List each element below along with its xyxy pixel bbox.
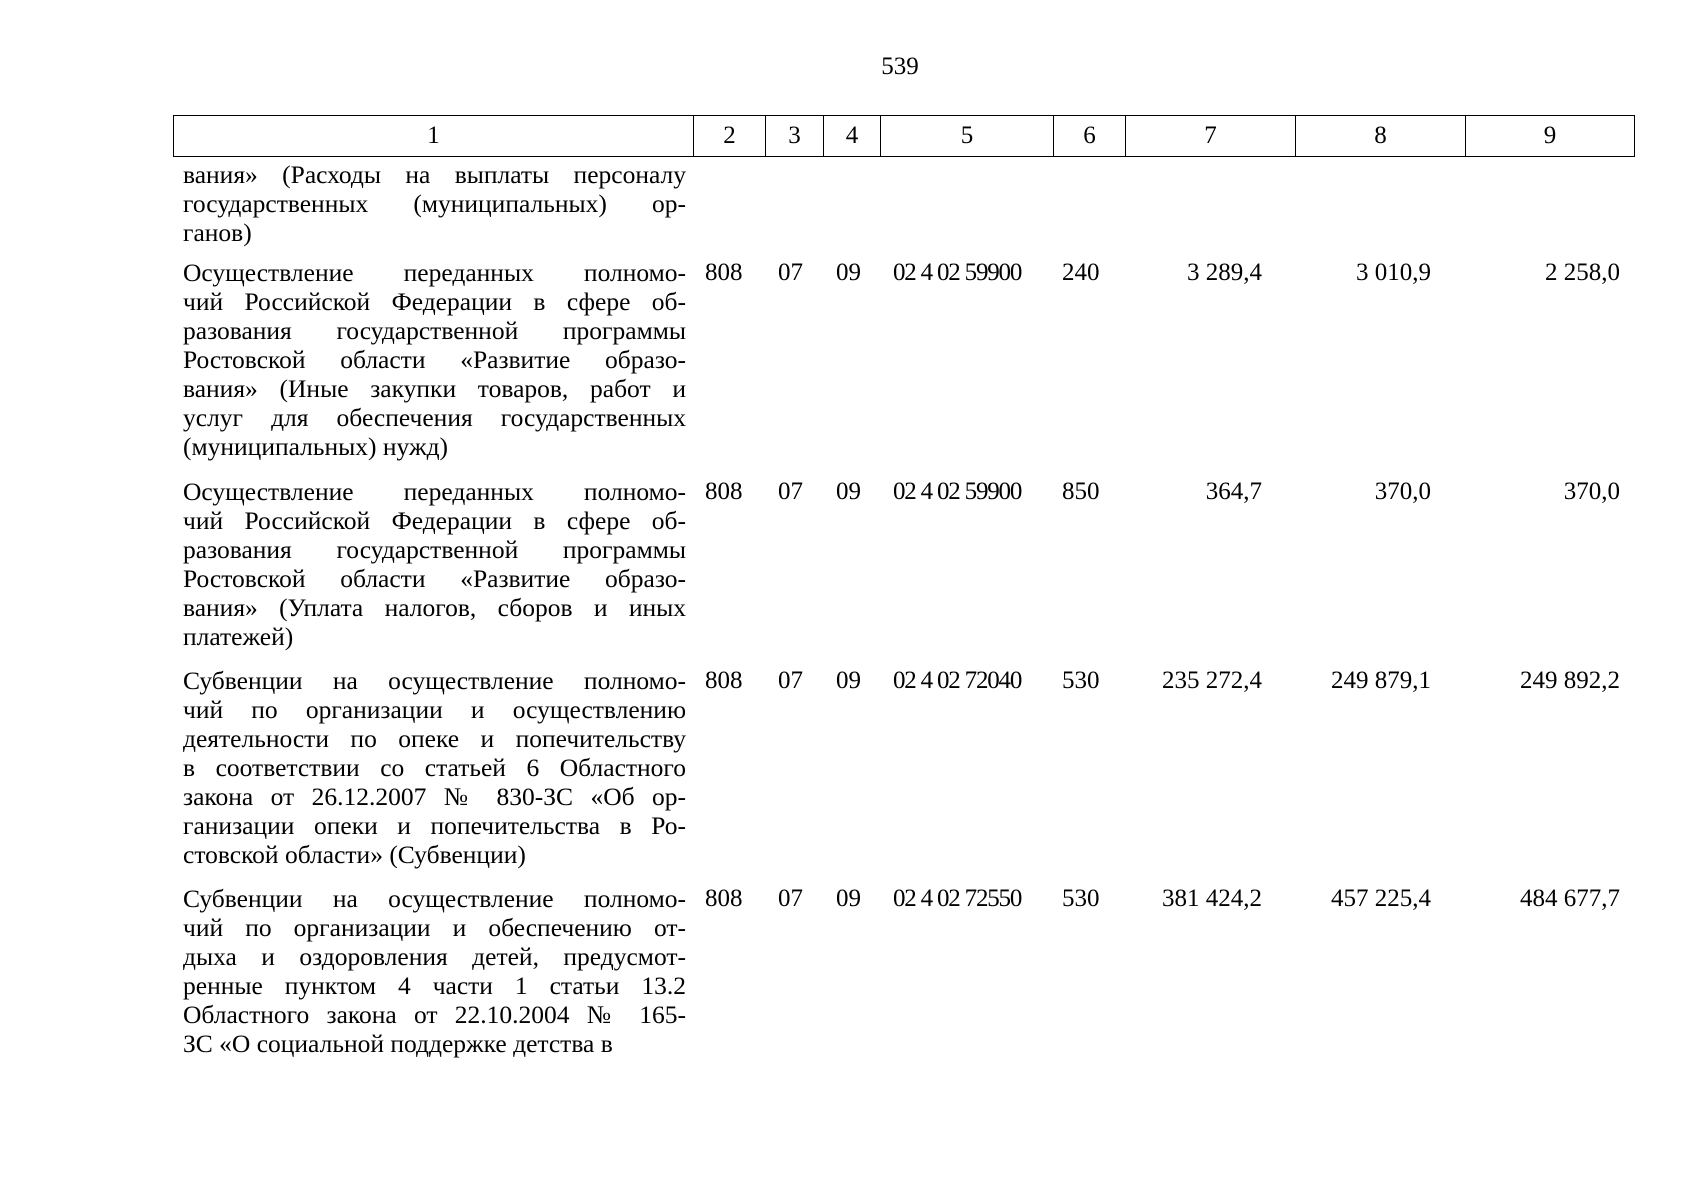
description-line: разования государственной программы (183, 316, 686, 345)
header-col-8: 8 (1296, 116, 1466, 156)
description-line: Ростовской области «Развитие образо- (183, 345, 686, 374)
row-value-c6: 240 (1062, 259, 1100, 286)
description-line: ганизации опеки и попечительства в Ро- (183, 811, 686, 840)
row-value-c8: 370,0 (1374, 478, 1431, 505)
description-line: Осуществление переданных полномо- (183, 477, 686, 506)
row-value-c3: 07 (778, 667, 803, 694)
row-value-c9: 484 677,7 (1520, 885, 1620, 912)
row-value-c7: 364,7 (1205, 478, 1262, 505)
row-value-c8: 3 010,9 (1356, 259, 1431, 286)
header-col-1: 1 (174, 116, 694, 156)
row-value-c6: 530 (1062, 667, 1100, 694)
row-value-c2: 808 (705, 885, 743, 912)
row-value-c8: 457 225,4 (1331, 885, 1431, 912)
row-value-c7: 3 289,4 (1187, 259, 1262, 286)
row-value-c5: 02 4 02 72550 (893, 885, 1022, 912)
description-line: ганов) (183, 218, 252, 247)
row-value-c5: 02 4 02 72040 (893, 667, 1022, 694)
description-line: Субвенции на осуществление полномо- (183, 884, 686, 913)
description-line: в соответствии со статьей 6 Областного (183, 753, 686, 782)
page-number: 539 (881, 53, 919, 80)
header-col-2: 2 (694, 116, 766, 156)
description-line: вания» (Иные закупки товаров, работ и (183, 374, 686, 403)
row-value-c9: 249 892,2 (1520, 667, 1620, 694)
description-line: деятельности по опеке и попечительству (183, 724, 686, 753)
row-description (183, 258, 686, 461)
header-col-3: 3 (766, 116, 824, 156)
row-description (183, 477, 686, 651)
row-value-c2: 808 (705, 478, 743, 505)
row-value-c9: 2 258,0 (1545, 259, 1620, 286)
description-line: разования государственной программы (183, 535, 686, 564)
row-value-c7: 381 424,2 (1162, 885, 1262, 912)
row-value-c6: 530 (1062, 885, 1100, 912)
row-value-c2: 808 (705, 259, 743, 286)
table-header-row (173, 115, 1635, 157)
header-col-7: 7 (1126, 116, 1296, 156)
description-line: услуг для обеспечения государственных (183, 403, 686, 432)
description-line: вания» (Расходы на выплаты персоналу (183, 160, 686, 189)
description-line: чий по организации и обеспечению от- (183, 913, 686, 942)
description-line: Субвенции на осуществление полномо- (183, 666, 686, 695)
row-description (183, 666, 686, 869)
row-value-c4: 09 (836, 478, 861, 505)
description-line: стовской области» (Субвенции) (183, 840, 526, 869)
description-line: чий по организации и осуществлению (183, 695, 686, 724)
row-value-c5: 02 4 02 59900 (893, 478, 1022, 505)
description-line: вания» (Уплата налогов, сборов и иных (183, 593, 686, 622)
row-value-c4: 09 (836, 885, 861, 912)
header-col-4: 4 (824, 116, 881, 156)
row-value-c7: 235 272,4 (1162, 667, 1262, 694)
header-col-9: 9 (1543, 122, 1557, 149)
row-value-c8: 249 879,1 (1331, 667, 1431, 694)
description-line: ЗС «О социальной поддержке детства в (183, 1029, 613, 1058)
row-description (183, 160, 686, 247)
description-line: платежей) (183, 622, 294, 651)
description-line: дыха и оздоровления детей, предусмот- (183, 942, 686, 971)
row-value-c4: 09 (836, 667, 861, 694)
row-description (183, 884, 686, 1058)
row-value-c2: 808 (705, 667, 743, 694)
description-line: чий Российской Федерации в сфере об- (183, 506, 686, 535)
description-line: чий Российской Федерации в сфере об- (183, 287, 686, 316)
description-line: ренные пунктом 4 части 1 статьи 13.2 (183, 971, 686, 1000)
row-value-c4: 09 (836, 259, 861, 286)
row-value-c9: 370,0 (1563, 478, 1620, 505)
description-line: государственных (муниципальных) ор- (183, 189, 686, 218)
row-value-c5: 02 4 02 59900 (893, 259, 1022, 286)
header-col-5: 5 (881, 116, 1054, 156)
description-line: Областного закона от 22.10.2004 № 165- (183, 1000, 686, 1029)
row-value-c3: 07 (778, 259, 803, 286)
description-line: (муниципальных) нужд) (183, 432, 449, 461)
description-line: закона от 26.12.2007 № 830-ЗС «Об ор- (183, 782, 686, 811)
row-value-c3: 07 (778, 885, 803, 912)
description-line: Осуществление переданных полномо- (183, 258, 686, 287)
header-col-6: 6 (1054, 116, 1126, 156)
row-value-c6: 850 (1062, 478, 1100, 505)
description-line: Ростовской области «Развитие образо- (183, 564, 686, 593)
row-value-c3: 07 (778, 478, 803, 505)
